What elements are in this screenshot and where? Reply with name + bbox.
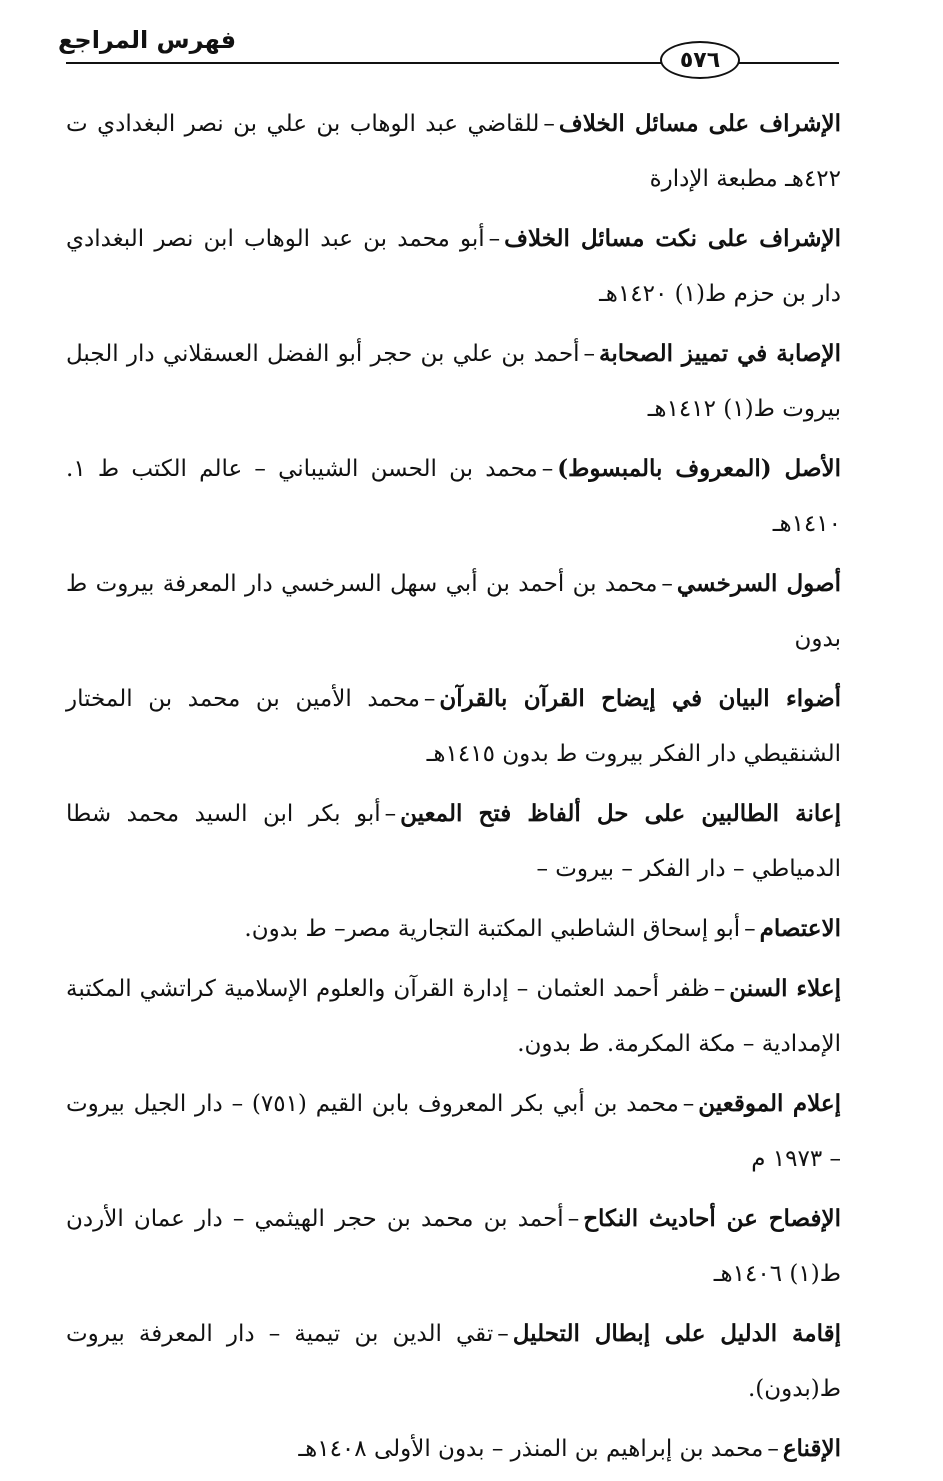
reference-title: أصول السرخسي <box>676 570 841 597</box>
entry-separator: – <box>767 1436 779 1462</box>
reference-title: الأصل (المعروف بالمبسوط) <box>557 455 841 482</box>
reference-entry <box>66 1421 841 1477</box>
reference-title: إقامة الدليل على إبطال التحليل <box>512 1320 841 1347</box>
reference-title: الاعتصام <box>759 915 841 942</box>
entry-separator: – <box>497 1321 509 1347</box>
running-header-title: فهرس المراجع <box>58 26 237 54</box>
reference-title: الإشراف على مسائل الخلاف <box>558 110 841 137</box>
reference-title: الإصابة في تمييز الصحابة <box>599 340 841 367</box>
reference-title: إعانة الطالبين على حل ألفاظ فتح المعين <box>400 800 841 827</box>
reference-details: أحمد بن محمد بن حجر الهيثمي – دار عمان الأردن ط(١) ١٤٠٦هـ <box>66 1206 841 1287</box>
reference-entry <box>66 1191 841 1302</box>
entry-separator: – <box>713 976 726 1002</box>
reference-title: إعلام الموقعين <box>698 1090 841 1117</box>
reference-details: أبو محمد بن عبد الوهاب ابن نصر البغدادي دار بن حزم ط(١) ١٤٢٠هـ <box>66 226 841 307</box>
entry-separator: – <box>567 1206 580 1232</box>
references-list <box>66 96 841 1481</box>
entry-separator: – <box>488 226 501 252</box>
reference-details: محمد الأمين بن محمد بن المختار الشنقيطي دار الفكر بيروت ط بدون ١٤١٥هـ <box>66 686 841 767</box>
reference-details: تقي الدين بن تيمية – دار المعرفة بيروت ط(بدون). <box>66 1321 841 1402</box>
reference-details: محمد بن الحسن الشيباني – عالم الكتب ط ١. ١٤١٠هـ <box>66 456 841 537</box>
entry-separator: – <box>541 456 554 482</box>
page-number: ٥٧٦ <box>660 41 740 79</box>
reference-title: الإفصاح عن أحاديث النكاح <box>583 1205 841 1232</box>
reference-details: محمد بن أبي بكر المعروف بابن القيم (٧٥١) – دار الجيل بيروت – ١٩٧٣ م <box>66 1091 841 1172</box>
reference-title: الإقناع <box>782 1435 841 1462</box>
reference-entry <box>66 1306 841 1417</box>
entry-separator: – <box>423 686 436 712</box>
entry-separator: – <box>583 341 596 367</box>
reference-title: الإشراف على نكت مسائل الخلاف <box>504 225 841 252</box>
reference-entry <box>66 901 841 957</box>
reference-entry <box>66 1076 841 1187</box>
entry-separator: – <box>384 801 397 827</box>
reference-entry <box>66 961 841 1072</box>
reference-details: محمد بن أحمد بن أبي سهل السرخسي دار المعرفة بيروت ط بدون <box>66 571 841 652</box>
reference-details: محمد بن إبراهيم بن المنذر – بدون الأولى ١٤٠٨هـ <box>298 1436 764 1462</box>
reference-details: للقاضي عبد الوهاب بن علي بن نصر البغدادي ت ٤٢٢هـ مطبعة الإدارة <box>66 111 841 192</box>
reference-details: ظفر أحمد العثمان – إدارة القرآن والعلوم الإسلامية كراتشي المكتبة الإمدادية – مكة المكرمة. ط بدون. <box>66 976 841 1057</box>
reference-entry <box>66 211 841 322</box>
entry-separator: – <box>543 111 555 137</box>
entry-separator: – <box>744 916 756 942</box>
reference-details: أبو إسحاق الشاطبي المكتبة التجارية مصر– ط بدون. <box>244 916 741 942</box>
reference-entry <box>66 786 841 897</box>
reference-entry <box>66 556 841 667</box>
reference-details: أحمد بن علي بن حجر أبو الفضل العسقلاني دار الجبل بيروت ط(١) ١٤١٢هـ <box>66 341 841 422</box>
reference-entry <box>66 326 841 437</box>
reference-title: أضواء البيان في إيضاح القرآن بالقرآن <box>439 685 841 712</box>
reference-details: أبو بكر ابن السيد محمد شطا الدمياطي – دار الفكر – بيروت – <box>66 801 841 882</box>
reference-title: إعلاء السنن <box>729 975 841 1002</box>
reference-entry <box>66 671 841 782</box>
reference-entry <box>66 96 841 207</box>
reference-entry <box>66 441 841 552</box>
entry-separator: – <box>661 571 673 597</box>
entry-separator: – <box>682 1091 695 1117</box>
